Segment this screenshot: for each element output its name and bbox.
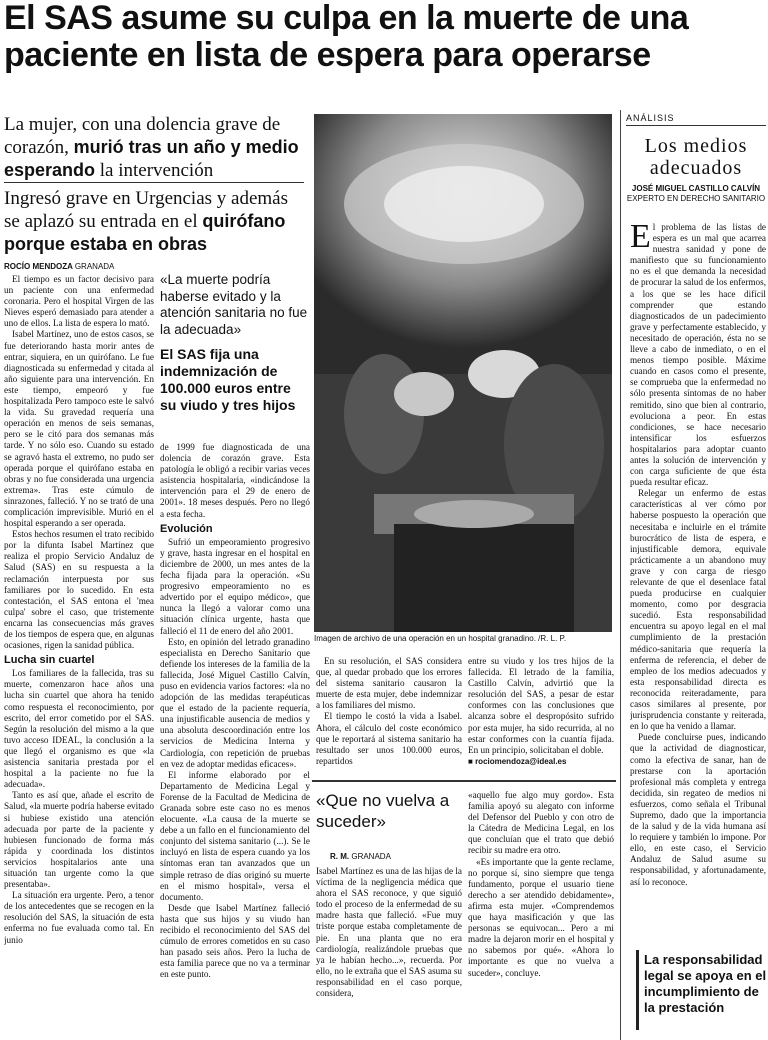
box-quote: «Que no vuelva a suceder» xyxy=(316,791,450,831)
analysis-author: JOSÉ MIGUEL CASTILLO CALVÍN xyxy=(631,184,761,193)
col1-paragraph: Los familiares de la fallecida, tras su muerte, comenzaron hace años una lucha sin cuartel que ahora ha tenido como respuesta el reconocimiento, por escrito, del error cometido por el SAS. Según la resolución del mismo a la que tuvo acceso IDEAL, la conclusión a la que llegó el organismo es que «la asistencia sanitaria prestada por el hospital a la paciente no fue la adecuada». xyxy=(4,668,154,790)
box-column-b xyxy=(468,790,614,1040)
col2-paragraph: Sufrió un empeoramiento progresivo y grave, hasta ingresar en el hospital en diciembre de 2000, un mes antes de la fecha fijada para la operación. «Su progresivo empeoramiento no es advertido por el equipo médico», que nunca la llegó a valorar como una situación clínica urgente, hasta que falleció el 11 de enero del año 2001. xyxy=(160,536,310,636)
column-1 xyxy=(4,274,154,1040)
deck-1-part1: La mujer, con una dolencia grave de corazón, xyxy=(4,114,281,158)
analysis-author-block xyxy=(626,184,766,204)
col2-paragraph: Esto, en opinión del letrado granadino especialista en Derecho Sanitario que defiende los intereses de la familia de la fallecida, José Miguel Castillo Calvín, puso en evidencia varios factores: «la no adopción de las medidas terapéuticas que el estado de la paciente requería, una injustificable ausencia de medios y una absoluta descoordinación entre los servicios de Medicina Interna y Cardiología, con repetición de pruebas en vez de adoptar medidas eficaces». xyxy=(160,636,310,769)
photo-caption-text: Imagen de archivo de una operación en un hospital granadino. xyxy=(314,634,536,643)
deck-1-bold: murió tras un año y medio esperando xyxy=(4,137,299,180)
closing-quote-rule xyxy=(636,950,639,1030)
col4-paragraph: entre su viudo y los tres hijos de la fallecida. El letrado de la familia, Castillo Calvín, advirtió que la resolución del SAS, a pesar de estar conformes con las conclusiones que alcanza sobre el despropósito sufrido por esta mujer, ha sido recurrida, al no estar conformes con la cuantía fijada. En un principio, solicitaban el doble. xyxy=(468,656,614,755)
deck-2-part1: Ingresó grave en Urgencias y además se aplazó su entrada en el xyxy=(4,188,289,232)
col1-paragraph: El tiempo es un factor decisivo para un paciente con una enfermedad coronaria. Pero el hospital Virgen de las Nieves esperó demasiado para atender a uno de ellos. La lista de espera lo mató. xyxy=(4,274,154,329)
col2-paragraph: Desde que Isabel Martínez falleció hasta que sus hijos y su viudo han recibido el reconocimiento del SAS del cúmulo de errores cometidos en su caso han pasado seis años. Pero la lucha de esta familia parece que no va a terminar en este punto. xyxy=(160,902,310,980)
col1-paragraph: La situación era urgente. Pero, a tenor de los antecedentes que se recogen en la resolución del SAS, la situación de esta enferma no fue evaluada como tal. En junio xyxy=(4,890,154,945)
box-author: R. M. xyxy=(330,852,350,861)
col2-subhead: Evolución xyxy=(160,522,213,535)
col1-paragraph: Isabel Martínez, uno de estos casos, se fue deteriorando hasta morir antes de entrar, siquiera, en un quirófano. Le fue diagnosticada su enfermedad y citada al año siguiente para una intervención. En este tiempo, empeoró y fue hospitalizada Pero tampoco este le salvó la vida. Su gravedad requería una operación en menos de seis semanas, pero se le citó para dos semanas más tarde. Y no sólo eso. Cuando su estado se agravó hasta el extremo, no pudo ser operada porque el quirófano estaba en obras y no fue considerada una urgencia extrema». Tras este cúmulo de sinrazones, falleció. Y no se trató de una complicación imprevisible. Murió en el hospital esperando a ser operada. xyxy=(4,329,154,529)
box-paragraph: «Es importante que la gente reclame, no porque sí, sino siempre que tenga fundamento, porque el usuario tiene derecho a ser atendido debidamente», afirma esta mujer. «Comprendemos que haya masificación y que las personas se equivocan... Pero a mi madre la dejaron morir en el hospital y no sabemos por qué». «Ahora lo importante es que no vuelva a suceder», concluye. xyxy=(468,856,614,978)
divider xyxy=(4,182,304,183)
column-4 xyxy=(468,656,614,776)
box-byline xyxy=(330,852,460,861)
analysis-role: EXPERTO EN DERECHO SANITARIO xyxy=(626,194,766,203)
box-place: GRANADA xyxy=(351,852,391,861)
author-email-text: rociomendoza@ideal.es xyxy=(475,756,567,766)
author-email: ■ rociomendoza@ideal.es xyxy=(468,756,567,766)
box-column-a xyxy=(316,866,462,1040)
col3-paragraph: El tiempo le costó la vida a Isabel. Ahora, el cálculo del coste económico que le reportará al sistema sanitario ha resultado ser unos 100.000 euros, repartidos xyxy=(316,711,462,766)
pull-quote-text: «La muerte podría haberse evitado y la atención sanitaria no fue la adecuada» xyxy=(160,272,308,337)
column-2 xyxy=(160,442,310,1040)
col1-paragraph: Tanto es así que, añade el escrito de Salud, «la muerte podría haberse evitado si hubiese existido una atención adecuada por parte de la paciente y hubiesen funcionado de forma más rápida y coordinada los distintos servicios hospitalarios ante una situación tan urgente como la que presentaba». xyxy=(4,790,154,890)
pull-quote-sub: El SAS fija una indemnización de 100.000 euros entre su viudo y tres hijos xyxy=(160,346,296,413)
deck-1-part2: la intervención xyxy=(99,160,214,181)
column-rule xyxy=(620,110,621,1040)
col1-paragraph: Estos hechos resumen el trato recibido por la difunta Isabel Martínez que realiza el propio Servicio Andaluz de Salud (SAS) en su respuesta a la reclamación interpuesta por sus familiares por lo sucedido. En esta contestación, el SAS entona el 'mea culpa' sobre el caso, que tristemente encarna las consecuencias más graves de los tiempos de espera que, en algunas ocasiones, rigen la sanidad pública. xyxy=(4,529,154,651)
headline: El SAS asume su culpa en la muerte de una paciente en lista de espera para operarse xyxy=(4,0,689,74)
analysis-title: Los medios adecuados xyxy=(644,135,748,179)
analysis-paragraph: Relegar un enfermo de estas características al ver cómo por haberse pospuesto la operación que necesitaba e incluirle en el trámite burocrático de lista de espera, e injustificable demora, equivale prácticamente a un abandono muy grave y con carga de riesgo relevante de que el desenlace fatal pueda producirse en cualquier momento, como por desgracia sucedió. Esta responsabilidad encuentra su apoyo legal en el mal cumplimiento de la prestación médico-sanitaria que requería la enferma de referencia, el deber de empleo de los medios adecuados y esta responsabilidad directa es reconocida reiteradamente, para casos similares al presente, por jurisprudencia constante y reiterada, en lo que ha venido a llamar. xyxy=(630,488,766,732)
surgery-photo-illustration xyxy=(314,114,612,632)
byline-author: ROCÍO MENDOZA xyxy=(4,262,73,271)
col1-subhead: Lucha sin cuartel xyxy=(4,654,95,667)
photo-caption xyxy=(314,634,614,643)
photo-credit: /R. L. P. xyxy=(538,634,567,643)
column-3 xyxy=(316,656,462,776)
surgery-photo xyxy=(314,114,612,632)
byline xyxy=(4,262,154,271)
analysis-tag: ANÁLISIS xyxy=(626,113,766,126)
analysis-closing-quote: La responsabilidad legal se apoya en el incumplimiento de la prestación xyxy=(644,952,767,1015)
deck-2 xyxy=(4,188,304,256)
deck-1 xyxy=(4,114,304,182)
byline-place: GRANADA xyxy=(74,262,115,271)
analysis-drop-cap: E xyxy=(630,222,651,255)
analysis-column xyxy=(630,222,766,946)
analysis-paragraph: Puede concluirse pues, indicando que la actividad de diagnosticar, como la efectiva de sanar, han de prestarse con la aportación profesional más completa y entrega decidida, sin regateo de medios ni esfuerzos, como señala el Tribunal Supremo, dado que la importancia de la salud y de la vida humana así lo requiere y también lo impone. Por ello, en este caso, el Servicio Andaluz de Salud asume su responsabilidad, y afortunadamente, así lo reconoce. xyxy=(630,732,766,887)
analysis-paragraph: l problema de las listas de espera es un mal que acarrea nuestra sanidad y pone de manifiesto que su funcionamiento no es el que demanda la necesidad de procurar la salud de los enfermos, a los que se les hace difícil comprender que estando diagnosticados de un padecimiento grave y perfectamente establecido, y necesitado de operación, ésta no se lleve a cabo de inmediato, o en el menos tiempo posible. Máxime cuando en casos como el presente, se comprueba que la enfermedad no sólo presenta síntomas de no haber remitido, sino que bien al contrario, evoluciona a peor. En estas condiciones, se hace necesario intensificar los esfuerzos hospitalarios para adoptar cuanto antes la solución de intervención y con carga suficiente de que ésta pueda resultar eficaz. xyxy=(630,222,766,488)
pull-quote xyxy=(160,272,310,414)
col2-paragraph: de 1999 fue diagnosticada de una dolencia de corazón grave. Esta patología le obligó a recibir varias veces asistencia hospitalaria, «indicándose la intervención para el 29 de enero de 2001». 18 meses después. Pero no llegó a esta fecha. xyxy=(160,442,310,519)
deck-2-bold: quirófano porque estaba en obras xyxy=(4,211,286,254)
box-paragraph: «aquello fue algo muy gordo». Esta familia apoyó su alegato con informe del Defensor del Pueblo y con otro de la Cátedra de Medicina Legal, en los que concluían que el trato que debió recibir su madre era otro. xyxy=(468,790,614,856)
box-paragraph: Isabel Martínez es una de las hijas de la víctima de la negligencia médica que ahora el SAS reconoce, y que siguió todo el proceso de la enfermedad de su madre hasta que falleció. «Fue muy triste porque estaba completamente de pie. En una planta que no era cardiología, realizándole pruebas que ya le habían hecho...», recuerda. Por ello, no le extraña que el SAS asuma su responsabilidad en el caso porque, considera, xyxy=(316,866,462,999)
col2-paragraph: El informe elaborado por el Departamento de Medicina Legal y Forense de la Facultad de Medicina de Granada sobre este caso no es menos elocuente. «La causa de la muerte se debe a un fallo en el funcionamiento del conjunto del sistema sanitario (...). Se le incluyó en lista de espera cuando ya los síntomas eran tan avanzados que un simple retraso de días originó su muerte en el mismo hospital», versa el documento. xyxy=(160,769,310,902)
col3-paragraph: En su resolución, el SAS considera que, al quedar probado que los errores del sistema sanitario causaron la muerte de esta mujer, debe indemnizar a los familiares del mismo. xyxy=(316,656,462,711)
